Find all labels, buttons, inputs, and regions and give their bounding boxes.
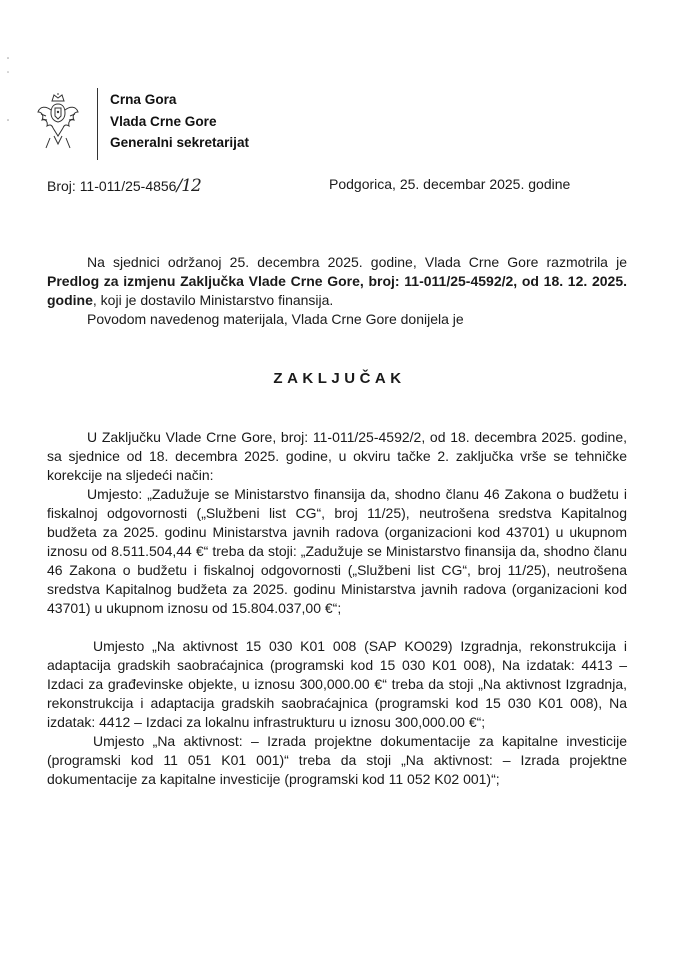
conclusion-paragraph-3: Umjesto „Na aktivnost 15 030 K01 008 (SAP KO029) Izgradnja, rekonstrukcija i adaptacija gradskih saobraćajnica (programski kod 15 030 K01 008), Na izdatak: 4413 – Izdaci za građevinske objekte, u iznosu 300,000.00 €“ treba da stoji „Na aktivnost Izgradnja, rekonstrukcija i adaptacija gradskih saobraćajnica (programski kod 15 030 K01 008), Na izdatak: 4412 – Izdaci za lokalnu infrastrukturu u iznosu 300,000.00 €“; (47, 638, 627, 730)
org-country: Crna Gora (110, 92, 177, 107)
reference-number (47, 176, 201, 196)
handwritten-suffix: /12 (176, 176, 201, 196)
reference-label: Broj: (47, 178, 76, 194)
scan-specks (6, 50, 10, 140)
place-and-date: Podgorica, 25. decembar 2025. godine (329, 176, 571, 192)
conclusion-paragraph-4: Umjesto „Na aktivnost: – Izrada projektne dokumentacije za kapitalne investicije (programski kod 11 051 K01 001)“ treba da stoji „Na aktivnost: – Izrada projektne dokumentacije za kapitalne investicije (programski kod 11 052 K02 001)“; (47, 733, 627, 787)
intro-text-end: , koji je dostavilo Ministarstvo finansija. (92, 292, 334, 308)
conclusion-section (47, 428, 627, 789)
conclusion-paragraph-2: Umjesto: „Zadužuje se Ministarstvo finansija da, shodno članu 46 Zakona o budžetu i fiskalnoj odgovornosti („Službeni list CG“, broj 11/25), neutrošena sredstva Kapitalnog budžeta za 2025. godinu Ministarstva javnih radova (organizacioni kod 43701) u ukupnom iznosu od 8.511.504,44 €“ treba da stoji: „Zadužuje se Ministarstvo finansija da, shodno članu 46 Zakona o budžetu i fiskalnoj odgovornosti („Službeni list CG“, broj 11/25), neutrošena sredstva Kapitalnog budžeta za 2025. godinu Ministarstva javnih radova (organizacioni kod 43701) u ukupnom iznosu od 15.804.037,00 €“; (47, 486, 627, 616)
intro-paragraph (47, 253, 627, 310)
intro-text-bold: Predlog za izmjenu Zaključka Vlade Crne Gore, broj: 11-011/25-4592/2, od 18. 12. 2025. godine (47, 273, 627, 308)
intro-paragraph-2: Povodom navedenog materijala, Vlada Crne Gore donijela je (87, 311, 464, 327)
coat-of-arms-emblem (36, 92, 80, 154)
document-title: ZAKLJUČAK (273, 370, 406, 387)
intro-text-start: Na sjednici održanoj 25. decembra 2025. godine, Vlada Crne Gore razmotrila je (87, 254, 627, 270)
org-government: Vlada Crne Gore (110, 113, 217, 129)
intro-section (47, 253, 627, 329)
issuing-organization (110, 89, 249, 154)
header-divider (97, 88, 98, 160)
conclusion-paragraph-1: U Zaključku Vlade Crne Gore, broj: 11-011/25-4592/2, od 18. decembra 2025. godine, sa sjednice od 18. decembra 2025. godine, u okviru tačke 2. zaključka vrše se tehničke korekcije na sljedeći način: (47, 429, 627, 483)
org-department: Generalni sekretarijat (110, 135, 250, 150)
reference-value: 11-011/25-4856 (79, 178, 177, 194)
